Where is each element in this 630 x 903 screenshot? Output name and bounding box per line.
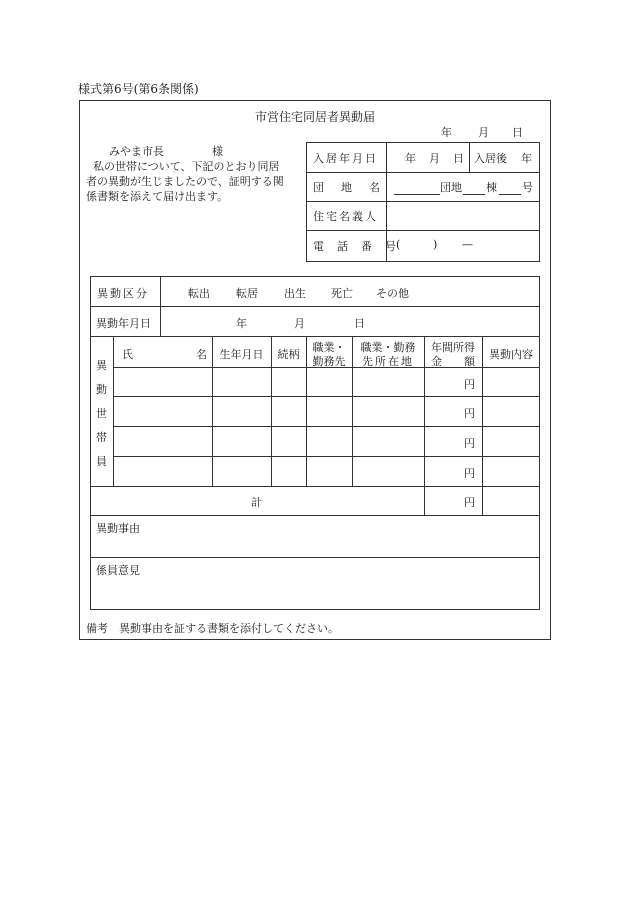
room-suffix: 号 [522, 181, 533, 194]
change-date-year-unit: 年 [236, 317, 247, 330]
after-move-in-label: 入居後 [474, 152, 507, 165]
col-relation: 続柄 [277, 348, 300, 361]
change-option-death: 死亡 [331, 287, 353, 300]
change-date-month-unit: 月 [294, 317, 305, 330]
staff-opinion-label: 係員意見 [96, 564, 140, 577]
reason-label: 異動事由 [96, 522, 140, 535]
side-label-char-2: 動 [96, 383, 107, 396]
total-yen-unit: 円 [464, 496, 475, 509]
total-label: 計 [251, 496, 262, 509]
side-label-char-5: 員 [96, 455, 107, 468]
form-title: 市営住宅同居者異動届 [254, 110, 375, 124]
col-name-second-char: 名 [196, 348, 207, 361]
change-date-day-unit: 日 [354, 317, 365, 330]
col-change-detail: 異動内容 [489, 348, 533, 361]
col-birth-date: 生年月日 [219, 348, 264, 361]
danchi-suffix: 団地 [440, 181, 462, 194]
move-in-day-unit: 日 [453, 152, 464, 165]
phone-open-paren: ( [396, 238, 401, 251]
change-option-relocation: 転居 [236, 287, 258, 300]
col-name-first-char: 氏 [122, 348, 133, 361]
row-2-yen-unit: 円 [464, 407, 475, 420]
intro-line-2: 者の異動が生じましたので、証明する関 [86, 175, 284, 188]
side-label-char-1: 異 [96, 359, 107, 372]
row-1-yen-unit: 円 [464, 378, 475, 391]
row-3-yen-unit: 円 [464, 437, 475, 450]
addressee-honorific: 様 [212, 145, 223, 158]
col-occupation-line-1: 職業・ [312, 341, 346, 354]
phone-label: 電 話 番 号 [313, 240, 397, 253]
form-number: 様式第6号(第6条関係) [78, 82, 199, 96]
col-income-line-2: 金 額 [431, 355, 475, 368]
note-text: 備考 異動事由を証する書類を添付してください。 [86, 622, 339, 635]
change-option-birth: 出生 [284, 287, 306, 300]
change-option-other: その他 [376, 287, 409, 300]
col-income-line-1: 年間所得 [431, 341, 475, 354]
row-4-yen-unit: 円 [464, 467, 475, 480]
after-move-in-unit: 年 [521, 152, 532, 165]
tenant-label: 住宅名義人 [313, 210, 378, 223]
move-in-date-label: 入居年月日 [313, 152, 378, 165]
col-occupation-line-2: 勤務先 [312, 355, 346, 368]
date-month-label: 月 [478, 126, 489, 139]
change-date-label: 異動年月日 [96, 317, 151, 330]
move-in-year-unit: 年 [405, 152, 416, 165]
change-option-move-out: 転出 [188, 287, 210, 300]
intro-line-3: 係書類を添えて届け出ます。 [86, 190, 229, 203]
side-label-char-4: 帯 [96, 431, 107, 444]
danchi-label: 団 地 名 [313, 181, 383, 194]
col-workplace-line-1: 職業・勤務 [360, 341, 416, 354]
col-workplace-line-2: 先所在地 [362, 355, 414, 368]
change-type-label: 異動区分 [97, 287, 149, 300]
intro-line-1: 私の世帯について、下記のとおり同居 [93, 160, 280, 173]
building-suffix: 棟 [486, 181, 497, 194]
side-label-char-3: 世 [96, 407, 107, 420]
phone-dash: — [462, 238, 473, 251]
move-in-month-unit: 月 [429, 152, 440, 165]
addressee-name: みやま市長 [109, 145, 164, 158]
date-day-label: 日 [512, 126, 523, 139]
phone-close-paren: ) [433, 238, 438, 251]
date-year-label: 年 [441, 126, 452, 139]
